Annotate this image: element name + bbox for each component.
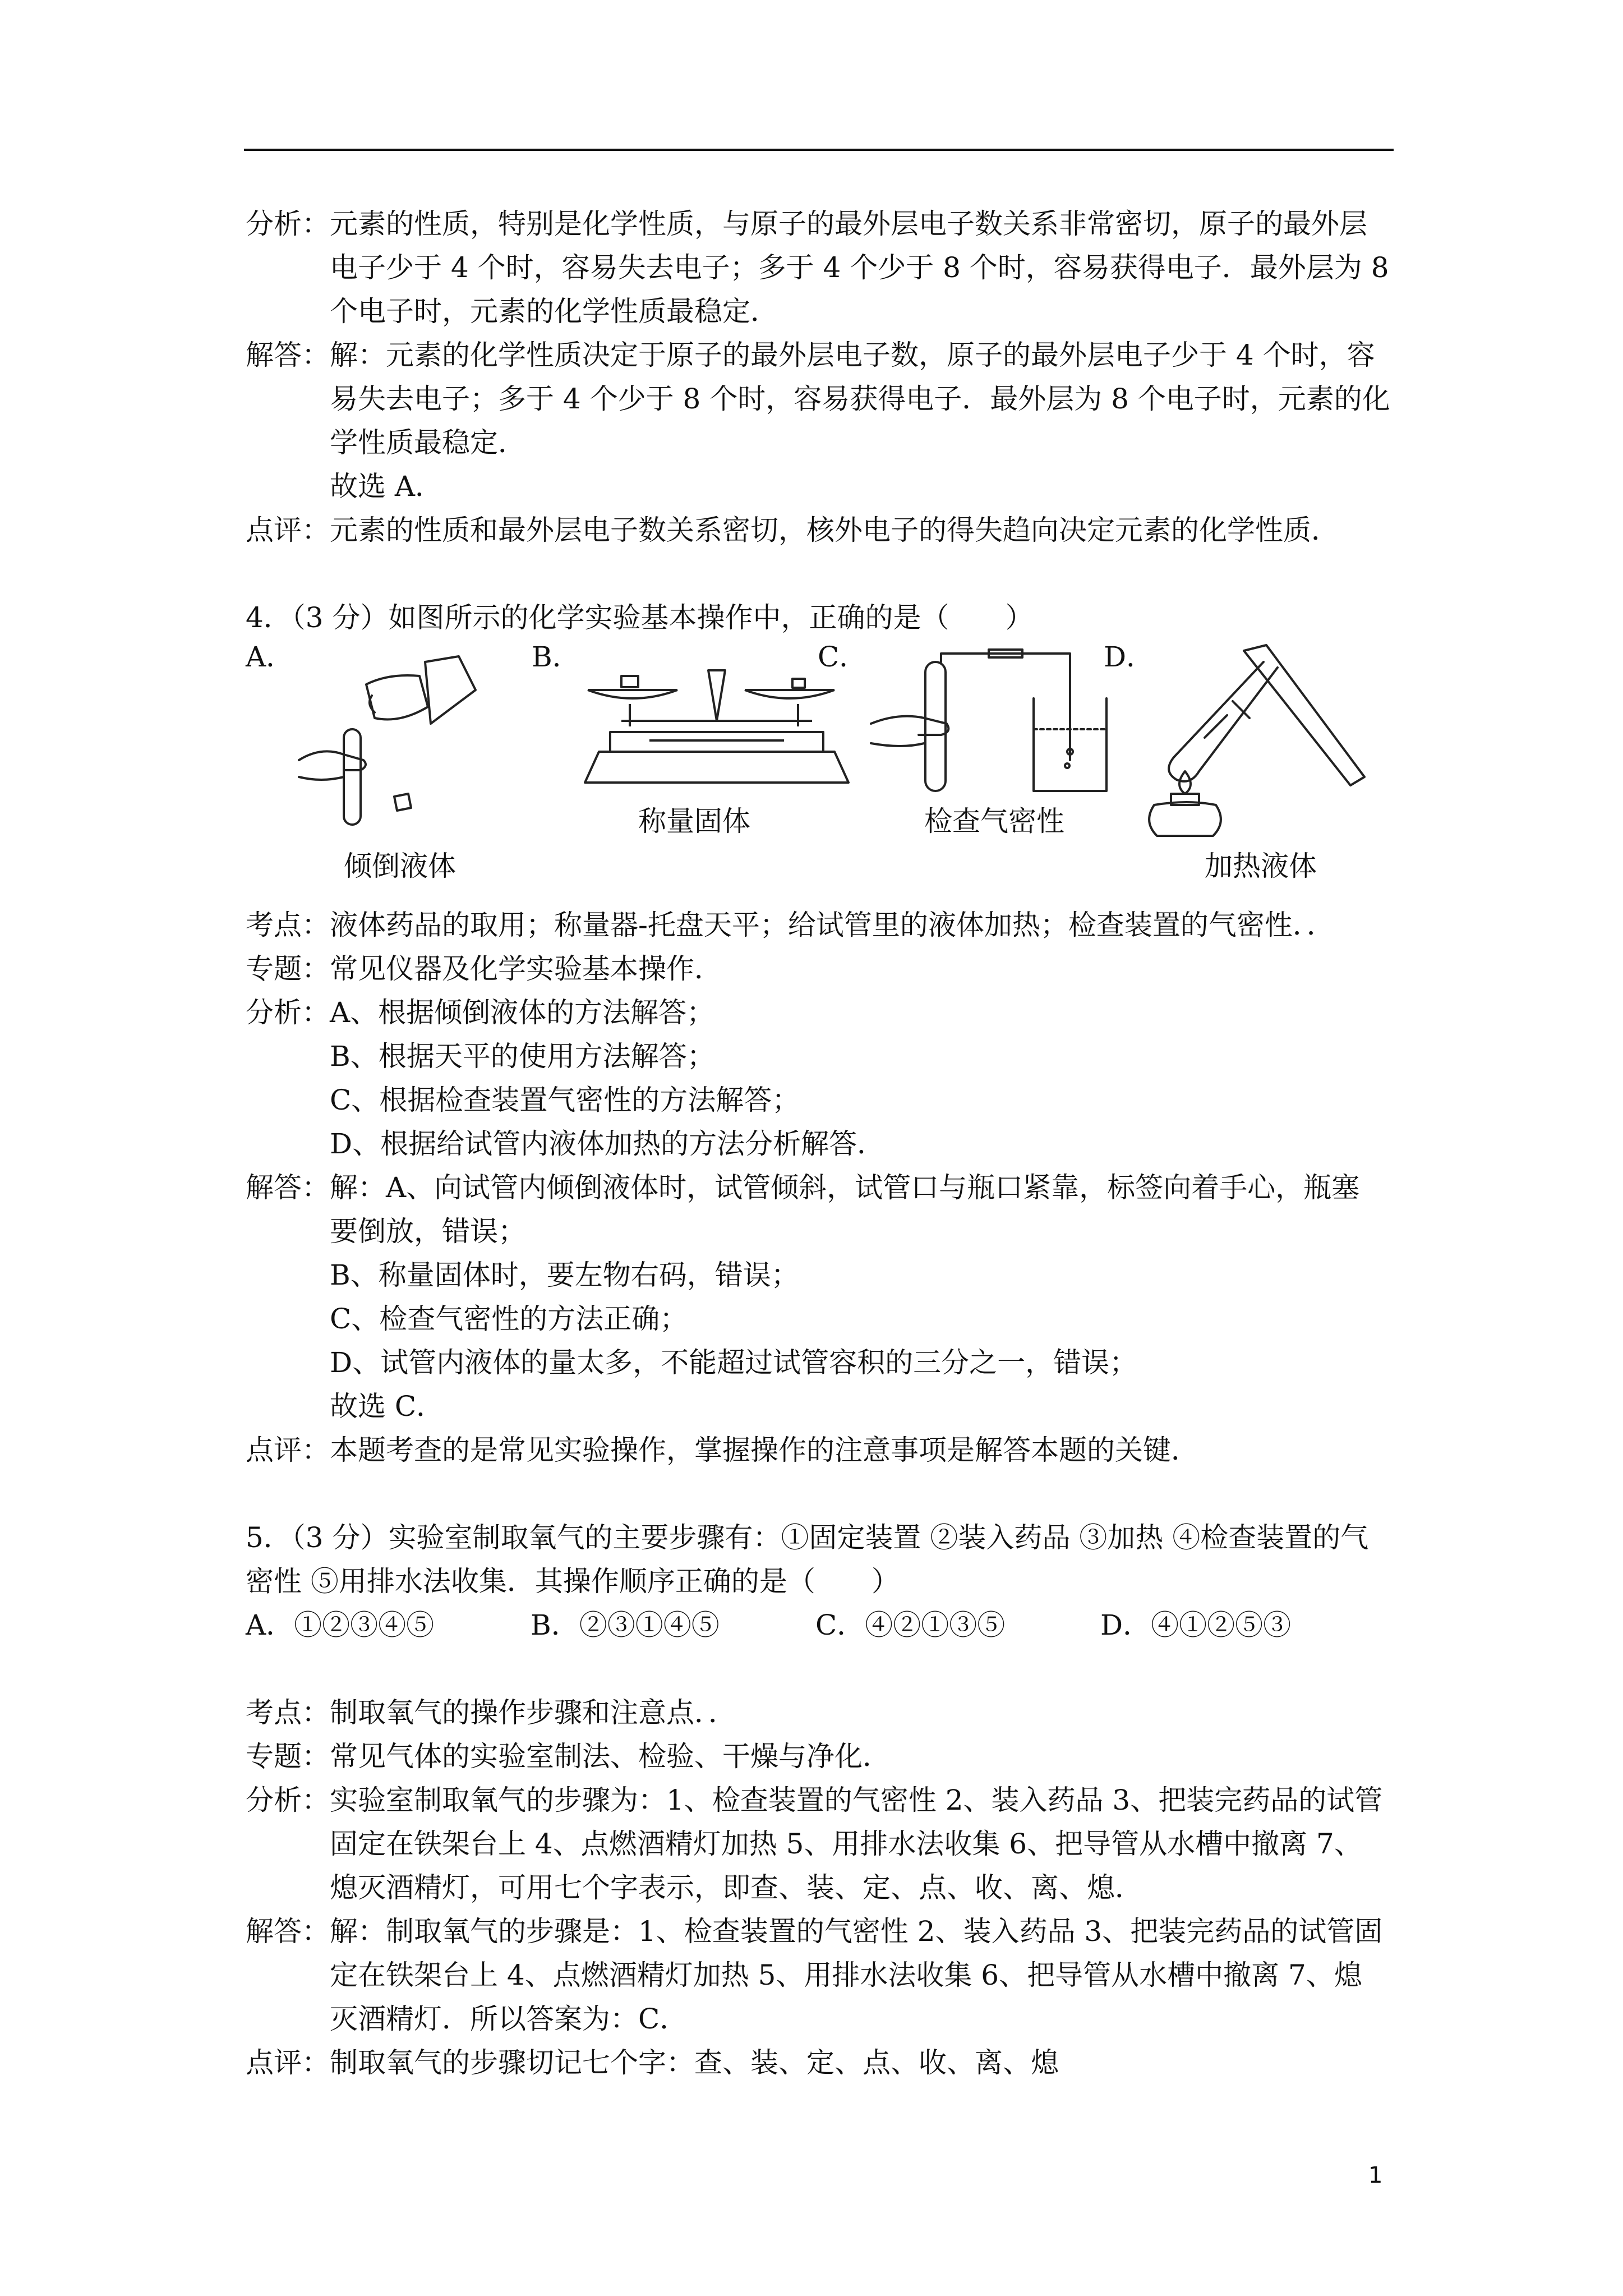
exam-point-text: 液体药品的取用；称量器-托盘天平；给试管里的液体加热；检查装置的气密性．． (330, 909, 1335, 941)
q5-question-line: 密性 ⑤用排水法收集．其操作顺序正确的是（ ） (246, 1565, 900, 1598)
comment-label: 点评： (246, 1434, 330, 1466)
figure-letter-c: C． (818, 641, 868, 673)
q5-comment (246, 2041, 1395, 2085)
comment-text: 制取氧气的步骤切记七个字：查、装、定、点、收、离、熄 (330, 2046, 1059, 2079)
q4-question: 4．（3 分）如图所示的化学实验基本操作中，正确的是（ ） (246, 601, 1034, 634)
analysis-line: 固定在铁架台上 4、点燃酒精灯加热 5、用排水法收集 6、把导管从水槽中撤离 7、 (330, 1828, 1362, 1860)
option-a: A．①②③④⑤ (246, 1609, 435, 1641)
analysis-label: 分析： (246, 1784, 330, 1816)
topic-label: 专题： (246, 1740, 330, 1773)
airtightness-check-icon (863, 645, 1109, 797)
figure-caption-b: 称量固体 (638, 805, 750, 838)
q5-question-line: 5．（3 分）实验室制取氧气的主要步骤有：①固定装置 ②装入药品 ③加热 ④检查装置的气 (246, 1521, 1369, 1554)
answer-label: 解答： (246, 1171, 330, 1204)
analysis-label: 分析： (246, 208, 330, 240)
q4-figures (246, 639, 1395, 903)
pouring-liquid-icon (288, 651, 490, 836)
analysis-line: 电子少于 4 个时，容易失去电子；多于 4 个少于 8 个时，容易获得电子．最外层为 8 (330, 251, 1389, 284)
answer-line: 学性质最稳定． (330, 426, 526, 459)
q5-topic (246, 1734, 1395, 1778)
answer-line: 解：元素的化学性质决定于原子的最外层电子数，原子的最外层电子少于 4 个时，容 (330, 339, 1375, 371)
answer-line: 解：A、向试管内倾倒液体时，试管倾斜，试管口与瓶口紧靠，标签向着手心，瓶塞 (330, 1171, 1360, 1204)
figure-letter-a: A． (246, 641, 294, 673)
b1-comment (246, 508, 1395, 552)
q4-exam-point (246, 903, 1395, 947)
analysis-line: A、根据倾倒液体的方法解答； (330, 996, 715, 1029)
analysis-line: 元素的性质，特别是化学性质，与原子的最外层电子数关系非常密切，原子的最外层 (330, 208, 1367, 240)
figure-caption-a: 倾倒液体 (344, 850, 456, 882)
document-body (246, 202, 1395, 2085)
exam-point-label: 考点： (246, 1696, 330, 1729)
comment-label: 点评： (246, 514, 330, 546)
comment-text: 元素的性质和最外层电子数关系密切，核外电子的得失趋向决定元素的化学性质． (330, 514, 1339, 546)
analysis-line: 实验室制取氧气的步骤为：1、检查装置的气密性 2、装入药品 3、把装完药品的试管 (330, 1784, 1383, 1816)
answer-line: D、试管内液体的量太多，不能超过试管容积的三分之一，错误； (330, 1346, 1138, 1379)
option-d: D．④①②⑤③ (1100, 1609, 1292, 1641)
q4-answer (246, 1166, 1395, 1428)
figure-letter-d: D． (1104, 641, 1155, 673)
answer-line: C、检查气密性的方法正确； (330, 1303, 688, 1335)
balance-scale-icon (577, 648, 857, 794)
comment-label: 点评： (246, 2046, 330, 2079)
figure-caption-d: 加热液体 (1205, 850, 1317, 882)
page-number: 1 (1368, 2162, 1383, 2188)
analysis-line: 个电子时，元素的化学性质最稳定． (330, 295, 778, 328)
answer-line: 故选 C． (330, 1390, 445, 1423)
b1-analysis (246, 202, 1395, 333)
answer-line: 要倒放，错误； (330, 1215, 526, 1248)
analysis-line: 熄灭酒精灯，可用七个字表示，即查、装、定、点、收、离、熄． (330, 1871, 1143, 1904)
analysis-line: D、根据给试管内液体加热的方法分析解答． (330, 1128, 886, 1160)
answer-line: B、称量固体时，要左物右码，错误； (330, 1259, 799, 1291)
figure-caption-c: 检查气密性 (924, 805, 1064, 838)
header-rule (244, 149, 1394, 151)
q4-comment (246, 1428, 1395, 1472)
answer-line: 故选 A． (330, 470, 444, 503)
q5-options (246, 1603, 1395, 1647)
exam-point-label: 考点： (246, 909, 330, 941)
exam-point-text: 制取氧气的操作步骤和注意点．． (330, 1696, 736, 1729)
figure-letter-b: B． (532, 641, 580, 673)
answer-line: 易失去电子；多于 4 个少于 8 个时，容易获得电子．最外层为 8 个电子时，元素的化 (330, 383, 1390, 415)
b1-answer (246, 333, 1395, 508)
answer-line: 灭酒精灯．所以答案为：C． (330, 2003, 688, 2035)
analysis-line: B、根据天平的使用方法解答； (330, 1040, 715, 1073)
analysis-line: C、根据检查装置气密性的方法解答； (330, 1084, 800, 1116)
answer-line: 定在铁架台上 4、点燃酒精灯加热 5、用排水法收集 6、把导管从水槽中撤离 7、熄 (330, 1959, 1362, 1991)
topic-text: 常见仪器及化学实验基本操作． (330, 953, 722, 985)
answer-line: 解：制取氧气的步骤是：1、检查装置的气密性 2、装入药品 3、把装完药品的试管固 (330, 1915, 1383, 1948)
q4-topic (246, 947, 1395, 991)
answer-label: 解答： (246, 339, 330, 371)
analysis-label: 分析： (246, 996, 330, 1029)
option-c: C．④②①③⑤ (815, 1609, 1006, 1641)
q5-answer (246, 1910, 1395, 2041)
comment-text: 本题考查的是常见实验操作，掌握操作的注意事项是解答本题的关键． (330, 1434, 1199, 1466)
q5-exam-point (246, 1691, 1395, 1734)
q5-analysis (246, 1778, 1395, 1910)
topic-label: 专题： (246, 953, 330, 985)
q4-analysis (246, 991, 1395, 1166)
answer-label: 解答： (246, 1915, 330, 1948)
option-b: B．②③①④⑤ (531, 1609, 720, 1641)
heating-liquid-icon (1143, 639, 1367, 841)
topic-text: 常见气体的实验室制法、检验、干燥与净化． (330, 1740, 891, 1773)
